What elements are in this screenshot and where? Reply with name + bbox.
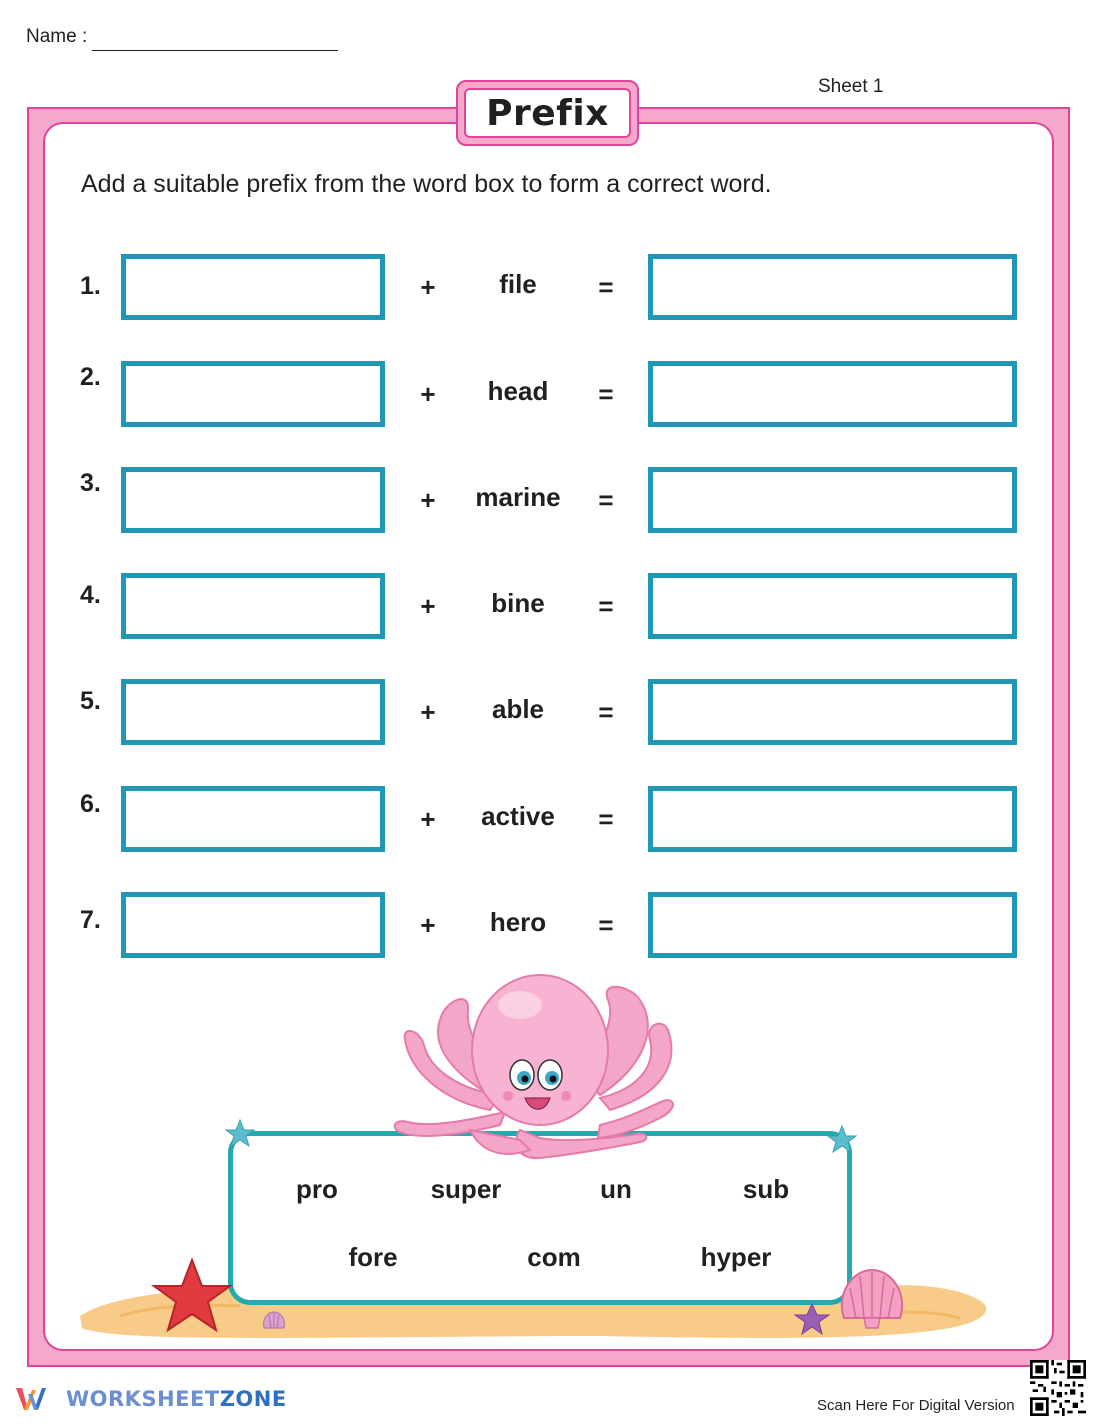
- word-box-item: fore: [348, 1242, 398, 1272]
- page-title: Prefix: [486, 92, 609, 134]
- scan-text: Scan Here For Digital Version: [817, 1397, 1015, 1414]
- word-box-item: sub: [742, 1174, 790, 1204]
- plus-sign: +: [420, 485, 436, 515]
- base-word: able: [491, 694, 545, 724]
- plus-sign: +: [420, 697, 436, 727]
- sheet-label: Sheet 1: [818, 76, 884, 97]
- row-number: 2.: [80, 363, 101, 391]
- plus-sign: +: [420, 910, 436, 940]
- worksheetzone-logo-icon: [14, 1384, 60, 1414]
- word-box-item: hyper: [700, 1242, 772, 1272]
- qr-code[interactable]: [1030, 1360, 1086, 1416]
- equals-sign: =: [598, 697, 614, 727]
- row-number: 4.: [80, 581, 101, 609]
- row-number: 1.: [80, 272, 101, 300]
- plus-sign: +: [420, 804, 436, 834]
- row-number: 3.: [80, 469, 101, 497]
- equals-sign: =: [598, 272, 614, 302]
- equals-sign: =: [598, 485, 614, 515]
- base-word: hero: [489, 907, 547, 937]
- equals-sign: =: [598, 379, 614, 409]
- base-word: marine: [475, 482, 561, 512]
- plus-sign: +: [420, 591, 436, 621]
- base-word: head: [487, 376, 549, 406]
- name-label: Name :: [26, 26, 88, 47]
- plus-sign: +: [420, 272, 436, 302]
- instruction-text: Add a suitable prefix from the word box to form a correct word.: [81, 170, 772, 198]
- brand-zone: ZONE: [219, 1387, 287, 1411]
- word-box-item: super: [430, 1174, 502, 1204]
- row-number: 7.: [80, 906, 101, 934]
- base-word: bine: [491, 588, 545, 618]
- row-number: 5.: [80, 687, 101, 715]
- word-box-item: un: [600, 1174, 632, 1204]
- equals-sign: =: [598, 591, 614, 621]
- base-word: active: [481, 801, 555, 831]
- base-word: file: [499, 269, 537, 299]
- equals-sign: =: [598, 804, 614, 834]
- worksheetzone-logo[interactable]: [14, 1384, 287, 1414]
- equals-sign: =: [598, 910, 614, 940]
- row-number: 6.: [80, 790, 101, 818]
- brand-worksheet: WORKSHEET: [66, 1387, 220, 1411]
- plus-sign: +: [420, 379, 436, 409]
- word-box-item: pro: [296, 1174, 338, 1204]
- word-box-item: com: [527, 1242, 581, 1272]
